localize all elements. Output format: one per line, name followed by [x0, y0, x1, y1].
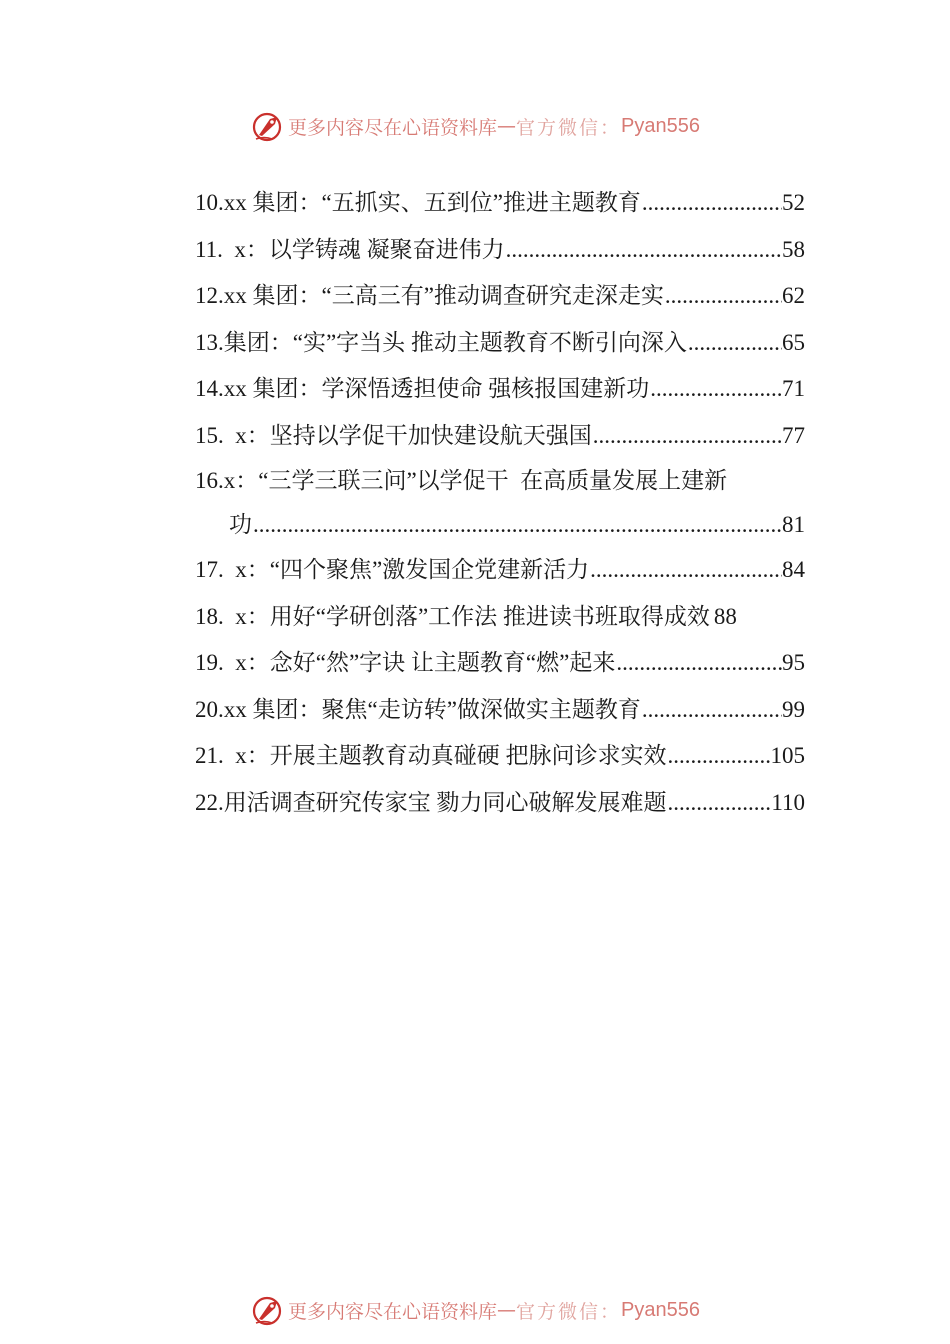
watermark-official-label: 官方微信：: [516, 1300, 622, 1323]
toc-entry-page: 71: [782, 376, 805, 401]
toc-entry[interactable]: [195, 640, 805, 687]
toc-entry[interactable]: [195, 780, 805, 827]
toc-entry-title: 集团：“实”字当头 推动主题教育不断引向深入: [223, 329, 687, 355]
toc-entry-title: 用活调查研究传家宝 勠力同心破解发展难题: [223, 789, 667, 815]
toc-entry-number: 15.: [195, 422, 224, 448]
watermark-separator: —: [497, 1299, 517, 1321]
toc-entry-number: 14.: [195, 376, 224, 401]
toc-entry[interactable]: [195, 547, 805, 594]
toc-entry-number: 12.: [195, 283, 224, 308]
toc-entry[interactable]: [195, 687, 805, 734]
watermark-wechat-id: Pyan556: [621, 1298, 700, 1321]
pen-nib-logo-icon: [250, 109, 284, 143]
toc-entry-page: 81: [782, 512, 805, 537]
toc-leader-dots: [505, 227, 782, 274]
toc-entry-title: xx 集团：聚焦“走访转”做深做实主题教育: [223, 696, 641, 722]
watermark-official-label: 官方微信：: [516, 116, 622, 139]
table-of-contents: [195, 180, 805, 826]
toc-entry-page: 110: [771, 789, 805, 815]
toc-entry[interactable]: [195, 227, 805, 274]
toc-leader-dots: [667, 780, 772, 827]
toc-entry-number: 10.: [195, 190, 224, 215]
toc-leader-dots: [252, 503, 782, 547]
pen-nib-logo-icon: [250, 1293, 284, 1327]
toc-entry-title: xx 集团：“五抓实、五到位”推进主题教育: [223, 190, 641, 215]
watermark-brand-text: 更多内容尽在心语资料库: [288, 116, 498, 139]
toc-entry-title-continuation: 功: [229, 512, 252, 537]
toc-entry-page: 52: [782, 190, 805, 215]
toc-entry[interactable]: [195, 320, 805, 367]
toc-entry-page: 65: [782, 329, 805, 355]
toc-entry-title: x：以学铸魂 凝聚奋进伟力: [222, 236, 505, 262]
toc-leader-dots: [641, 180, 782, 227]
toc-entry-page: 77: [782, 422, 805, 448]
toc-entry-number: 18.: [195, 603, 224, 629]
toc-entry-number: 17.: [195, 557, 224, 582]
toc-entry-title: x：念好“然”字诀 让主题教育“燃”起来: [223, 650, 616, 675]
toc-entry-number: 21.: [195, 743, 224, 768]
toc-leader-dots: [592, 413, 782, 460]
toc-entry-continuation[interactable]: [195, 503, 805, 547]
toc-entry-title: x：开展主题教育动真碰硬 把脉问诊求实效: [223, 743, 667, 768]
toc-entry[interactable]: [195, 733, 805, 780]
toc-entry-number: 22.: [195, 789, 224, 815]
toc-entry-title: x：“四个聚焦”激发国企党建新活力: [223, 557, 590, 582]
toc-entry-page: 105: [770, 743, 805, 768]
watermark-separator: —: [497, 115, 517, 137]
toc-entry-number: 19.: [195, 650, 224, 675]
toc-entry-number: 13.: [195, 329, 224, 355]
toc-entry[interactable]: [195, 180, 805, 227]
toc-entry-page: 58: [782, 236, 805, 262]
toc-leader-dots: [589, 547, 782, 594]
watermark-wechat-id: Pyan556: [621, 114, 700, 137]
toc-entry[interactable]: [195, 366, 805, 413]
toc-entry[interactable]: [195, 594, 805, 641]
toc-entry-number: 20.: [195, 696, 224, 722]
toc-entry-number: 16.: [195, 468, 224, 493]
toc-entry-number: 11.: [195, 236, 223, 262]
toc-leader-dots: [615, 640, 782, 687]
toc-entry-page: 62: [782, 283, 805, 308]
toc-entry-page: 99: [782, 696, 805, 722]
toc-entry-page: 88: [713, 603, 737, 629]
toc-entry[interactable]: [195, 273, 805, 320]
toc-entry-title: x：“三学三联三问”以学促干 在高质量发展上建新: [223, 468, 728, 493]
toc-leader-dots: [641, 687, 782, 734]
toc-entry-page: 95: [782, 650, 805, 675]
toc-entry[interactable]: [195, 459, 805, 503]
toc-entry-page: 84: [782, 557, 805, 582]
toc-leader-dots: [649, 366, 782, 413]
footer-watermark: [0, 1290, 950, 1330]
toc-entry-title: xx 集团：“三高三有”推动调查研究走深走实: [223, 283, 664, 308]
toc-leader-dots: [687, 320, 782, 367]
toc-entry-title: x：坚持以学促干加快建设航天强国: [223, 422, 592, 448]
toc-entry[interactable]: [195, 413, 805, 460]
toc-entry-title: xx 集团：学深悟透担使命 强核报国建新功: [223, 376, 650, 401]
toc-entry-title: x：用好“学研创落”工作法 推进读书班取得成效: [223, 603, 710, 629]
toc-leader-dots: [664, 273, 782, 320]
watermark-brand-text: 更多内容尽在心语资料库: [288, 1300, 498, 1323]
header-watermark: [0, 106, 950, 146]
toc-leader-dots: [667, 733, 771, 780]
